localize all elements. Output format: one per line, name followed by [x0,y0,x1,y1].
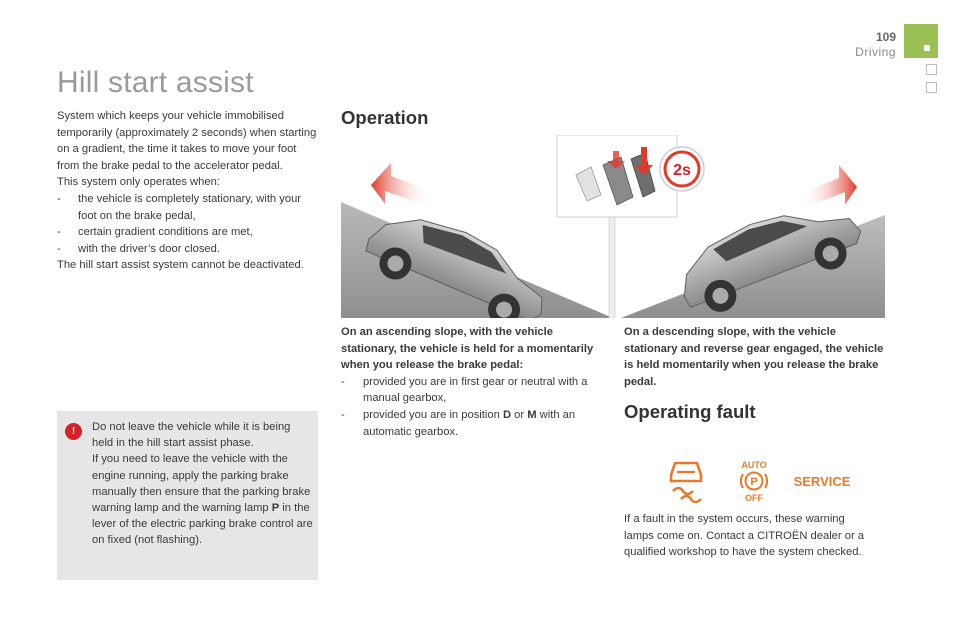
tab-dot-icon [924,45,930,51]
operation-heading: Operation [341,107,429,128]
intro-text [57,108,319,274]
pedal-inset [557,135,677,217]
svg-text:AUTO: AUTO [741,460,767,470]
descending-lead: On a descending slope, with the vehicle stationary and reverse gear engaged, the vehicle is held momentarily when you release the brake pedal. [624,326,884,388]
section-tab[interactable] [926,82,937,93]
electric-parking-brake-icon [741,460,767,503]
ascending-description [341,324,606,440]
intro-para: System which keeps your vehicle immobilised temporarily (approximately 2 seconds) when starting on a gradient, the time it takes to move your foot from the brake pedal to the accelerator pedal. [57,110,317,172]
operating-fault-heading: Operating fault [624,401,756,422]
list-item: - with the driver’s door closed. [57,242,220,255]
svg-text:SERVICE: SERVICE [793,474,851,489]
page-number: 109 [875,30,896,44]
stability-control-icon [671,463,701,502]
section-tab-active[interactable] [904,24,938,58]
intro-para: This system only operates when: [57,176,220,189]
warning-box [57,411,318,580]
list-item: - provided you are in position D or M with an automatic gearbox. [341,408,576,438]
service-icon [794,474,851,489]
hill-start-illustration [341,135,885,318]
svg-text:OFF: OFF [745,493,763,503]
intro-para: The hill start assist system cannot be deactivated. [57,259,304,272]
section-tab[interactable] [926,64,937,75]
svg-text:2s: 2s [673,162,691,179]
fault-text: If a fault in the system occurs, these warning lamps come on. Contact a CITROËN dealer or a qualified workshop to have the system checked. [624,513,865,559]
page-title: Hill start assist [57,66,254,99]
warning-lamps [669,459,859,503]
descending-description [624,324,884,390]
warning-text: Do not leave the vehicle while it is being held in the hill start assist phase. If you need to leave the vehicle with the engine running, apply the parking brake manually then ensure that the parking brake warning lamp and the warning lamp P in the lever of the electric parking brake control are on fixed (not flashing). [92,421,313,547]
rollback-arrow-right [801,165,857,207]
list-item: - certain gradient conditions are met, [57,226,253,239]
warning-icon: ! [65,423,82,440]
timer-2s-icon [660,147,704,191]
svg-text:P: P [750,476,758,488]
list-item: - provided you are in first gear or neutral with a manual gearbox, [341,375,588,405]
list-item: - the vehicle is completely stationary, with your foot on the brake pedal, [57,192,302,222]
section-label: Driving [855,45,896,59]
ascending-lead: On an ascending slope, with the vehicle stationary, the vehicle is held for a momentarily when you release the brake pedal: [341,326,594,372]
rollback-arrow-left [371,163,431,205]
